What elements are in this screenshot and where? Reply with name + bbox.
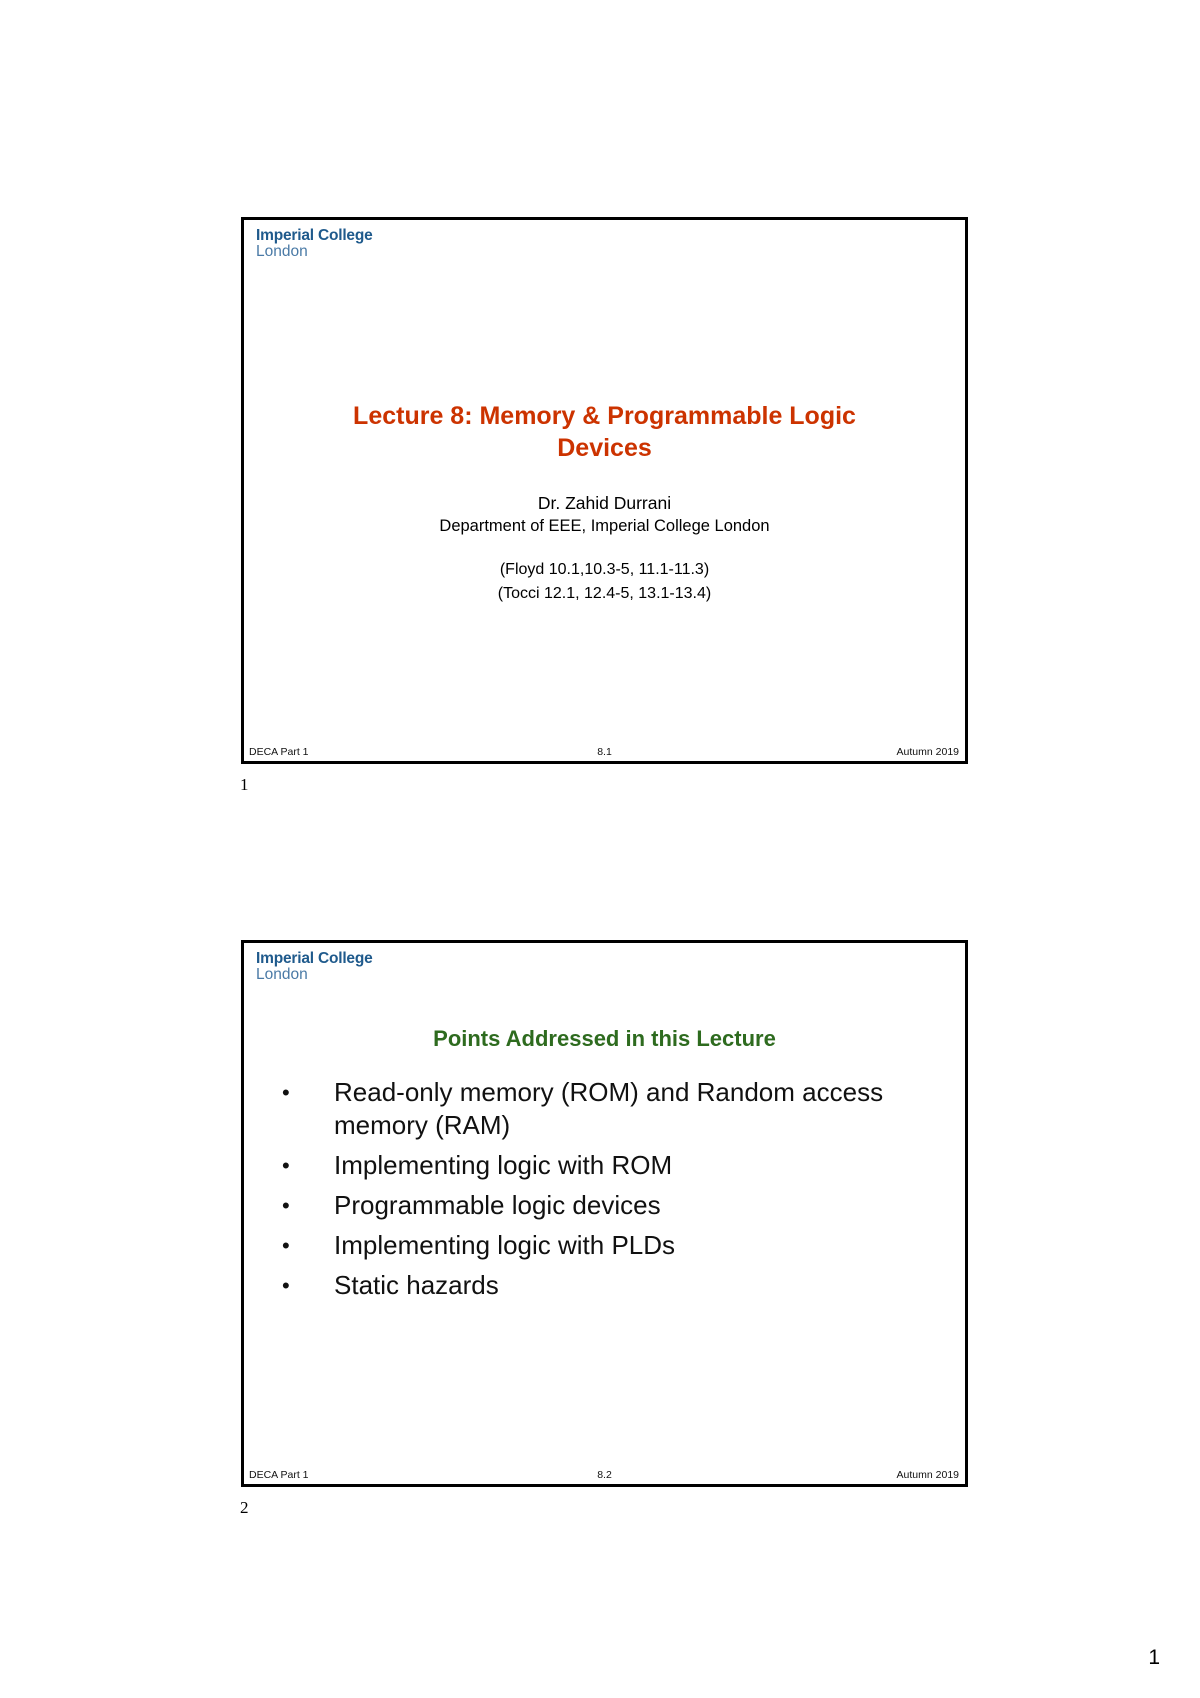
slide-1 (241, 217, 968, 764)
list-item (282, 1229, 942, 1262)
bullet-icon: • (282, 1193, 290, 1218)
bullet-icon: • (282, 1233, 290, 1258)
list-item-text: Implementing logic with PLDs (334, 1230, 676, 1260)
footer-course: DECA Part 1 (249, 746, 309, 758)
reference-floyd: (Floyd 10.1,10.3-5, 11.1-11.3) (499, 561, 710, 578)
list-item (282, 1076, 942, 1142)
list-item-text: Static hazards (334, 1270, 499, 1300)
footer-slide-id: 8.1 (597, 746, 612, 758)
author-name: Dr. Zahid Durrani (537, 493, 672, 513)
lecture-title-line-1: Lecture 8: Memory & Programmable Logic (353, 402, 856, 430)
bullet-icon: • (282, 1273, 290, 1298)
reference-tocci: (Tocci 12.1, 12.4-5, 13.1-13.4) (497, 585, 712, 602)
list-item (282, 1149, 942, 1182)
list-item (282, 1189, 942, 1222)
footer-course: DECA Part 1 (249, 1469, 309, 1481)
lecture-title-line-2: Devices (557, 434, 652, 462)
list-item (282, 1269, 942, 1302)
list-item-text: Implementing logic with ROM (334, 1150, 673, 1180)
imperial-college-logo (256, 228, 373, 260)
list-item-text: Programmable logic devices (334, 1190, 661, 1220)
slide-heading: Points Addressed in this Lecture (433, 1026, 776, 1051)
bullet-icon: • (282, 1153, 290, 1178)
bullet-icon: • (282, 1080, 290, 1105)
logo-line-1: Imperial College (256, 950, 373, 967)
logo-line-2: London (256, 966, 308, 983)
bullet-list (282, 1076, 942, 1309)
slide-2 (241, 940, 968, 1487)
lecture-title (244, 400, 965, 464)
department: Department of EEE, Imperial College London (439, 517, 770, 535)
page-number: 1 (1148, 1646, 1160, 1669)
imperial-college-logo (256, 951, 373, 983)
logo-line-2: London (256, 243, 308, 260)
list-item-text: Read-only memory (ROM) and Random access memory (RAM) (334, 1077, 884, 1140)
slide-number-1: 1 (240, 775, 249, 794)
slide-number-2: 2 (240, 1498, 249, 1517)
footer-term: Autumn 2019 (896, 1469, 959, 1481)
footer-term: Autumn 2019 (896, 746, 959, 758)
footer-slide-id: 8.2 (597, 1469, 612, 1481)
logo-line-1: Imperial College (256, 227, 373, 244)
